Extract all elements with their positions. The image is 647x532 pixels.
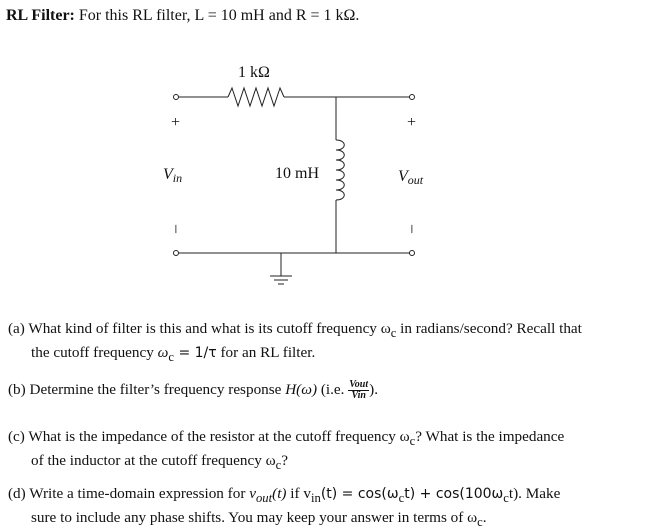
qb-func: H(ω)	[285, 381, 318, 398]
qd-line1: (d) Write a time-domain expression for	[8, 485, 250, 502]
question-a	[8, 319, 636, 367]
qd-vout-sub: out	[255, 491, 273, 506]
resistor-label: 1 kΩ	[238, 64, 270, 81]
qd-t3: t) + cos(100ω	[404, 486, 504, 502]
qd-line2: sure to include any phase shifts. You may keep your answer in terms of ω	[31, 509, 478, 527]
qc-line2: of the inductor at the cutoff frequency ω	[31, 452, 276, 470]
qd-c1: c	[398, 491, 405, 506]
question-b	[8, 380, 636, 401]
title-bold: RL Filter:	[6, 7, 75, 24]
qd-t1: (t)	[272, 485, 287, 502]
qa-line2-start: the cutoff frequency	[31, 344, 158, 362]
vout-sub: out	[407, 173, 424, 187]
qd-vin-sub: in	[310, 491, 321, 506]
qc-line2-wrap	[8, 451, 636, 475]
qd-c2: c	[503, 491, 509, 506]
title-text: For this RL filter, L = 10 mH and R = 1 kΩ.	[74, 7, 360, 24]
qd-c3: c	[477, 515, 483, 530]
plus-left: +	[171, 114, 181, 131]
qd-line2-end: .	[482, 509, 487, 527]
vout-label	[398, 168, 423, 189]
minus-right: –	[404, 225, 421, 233]
qb-text: (b) Determine the filter’s frequency response	[8, 381, 286, 398]
qa-line1-end: in radians/second? Recall that	[396, 320, 582, 337]
inductor	[336, 140, 344, 200]
qc-line1: (c) What is the impedance of the resistor at the cutoff frequency ω	[8, 428, 410, 445]
terminal-top-left	[174, 95, 179, 100]
qd-t2: (t) = cos(ω	[320, 486, 399, 502]
plus-right: +	[407, 114, 417, 131]
qa-sub-c: c	[390, 326, 397, 341]
question-c	[8, 427, 636, 475]
qc-sub1: c	[409, 434, 416, 449]
qb-fraction	[348, 380, 369, 401]
qb-frac-num: Vout	[349, 379, 369, 391]
qb-end: ).	[369, 381, 378, 398]
qa-omega: ω	[157, 344, 169, 362]
qa-eq: = 1/τ	[174, 345, 217, 362]
minus-left: –	[168, 225, 185, 233]
qa-line2	[8, 343, 636, 367]
qa-line1: (a) What kind of filter is this and what is its cutoff frequency ω	[8, 320, 391, 337]
qd-line2-wrap	[8, 508, 636, 532]
qd-if: if	[286, 485, 304, 502]
qb-mid: (i.e.	[317, 381, 349, 398]
qd-vout: v	[249, 485, 256, 502]
vin-v: V	[163, 166, 173, 183]
resistor	[228, 88, 284, 106]
terminal-bottom-right	[410, 251, 415, 256]
qc-sub2: c	[275, 458, 282, 473]
qc-line1-end: ? What is the impedance	[415, 428, 565, 445]
qd-t4: t). Make	[508, 485, 561, 502]
qa-line2-end: for an RL filter.	[216, 344, 316, 362]
vin-label	[163, 166, 182, 187]
terminal-bottom-left	[174, 251, 179, 256]
qd-vin: v	[303, 485, 311, 502]
vout-v: V	[398, 168, 408, 185]
qb-frac-den: Vin	[351, 390, 366, 402]
qa-line2-sub: c	[168, 350, 175, 365]
vin-sub: in	[172, 171, 183, 185]
qc-line2-end: ?	[281, 452, 288, 470]
terminal-top-right	[410, 95, 415, 100]
question-d	[8, 484, 636, 532]
inductor-label: 10 mH	[275, 165, 319, 182]
